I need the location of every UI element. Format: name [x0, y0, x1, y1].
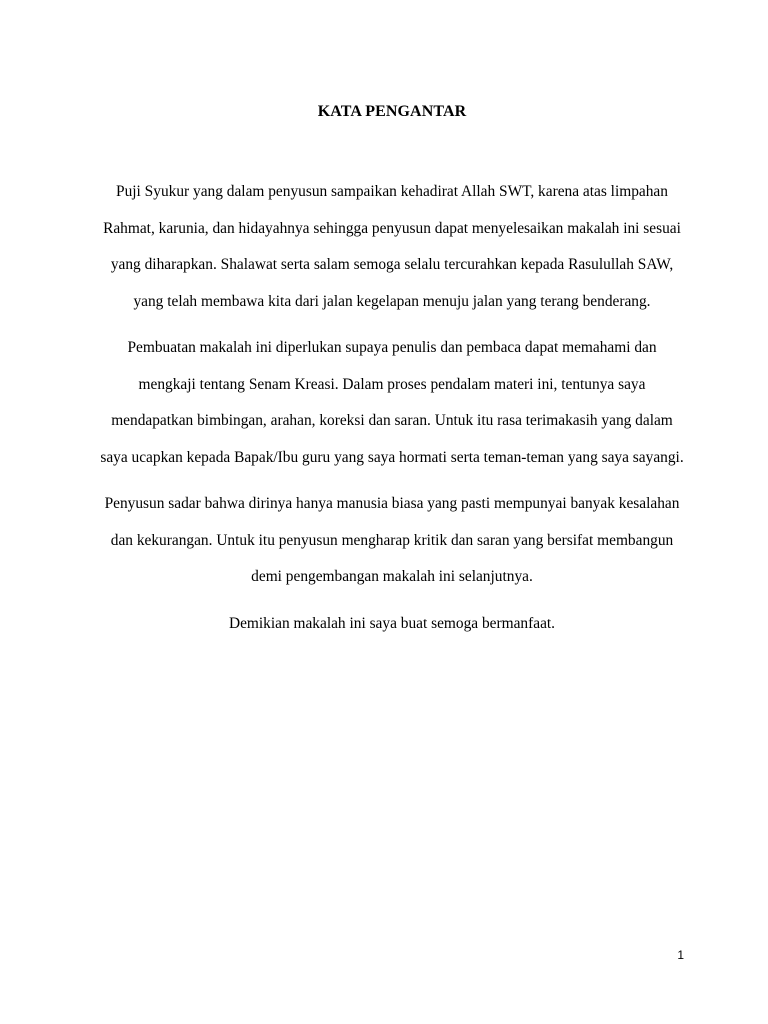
paragraph-opening: Puji Syukur yang dalam penyusun sampaikan kehadirat Allah SWT, karena atas limpahan Rahmat, karunia, dan hidayahnya sehingga penyusun dapat menyelesaikan makalah ini sesuai yang diharapkan. Shalawat serta salam semoga selalu tercurahkan kepada Rasulullah SAW, yang telah membawa kita dari jalan kegelapan menuju jalan yang terang benderang.	[103, 183, 681, 310]
document-body	[100, 174, 684, 652]
page-title: KATA PENGANTAR	[317, 103, 467, 120]
paragraph-closing: Demikian makalah ini saya buat semoga bermanfaat.	[228, 614, 556, 632]
paragraph-acknowledgement: Penyusun sadar bahwa dirinya hanya manusia biasa yang pasti mempunyai banyak kesalahan dan kekurangan. Untuk itu penyusun mengharap kritik dan saran yang bersifat membangun demi pengembangan makalah ini selanjutnya.	[104, 495, 680, 585]
paragraph-purpose: Pembuatan makalah ini diperlukan supaya penulis dan pembaca dapat memahami dan mengkaji tentang Senam Kreasi. Dalam proses pendalam materi ini, tentunya saya mendapatkan bimbingan, arahan, koreksi dan saran. Untuk itu rasa terimakasih yang dalam saya ucapkan kepada Bapak/Ibu guru yang saya hormati serta teman-teman yang saya sayangi.	[100, 339, 684, 466]
page-number: 1	[677, 948, 684, 962]
